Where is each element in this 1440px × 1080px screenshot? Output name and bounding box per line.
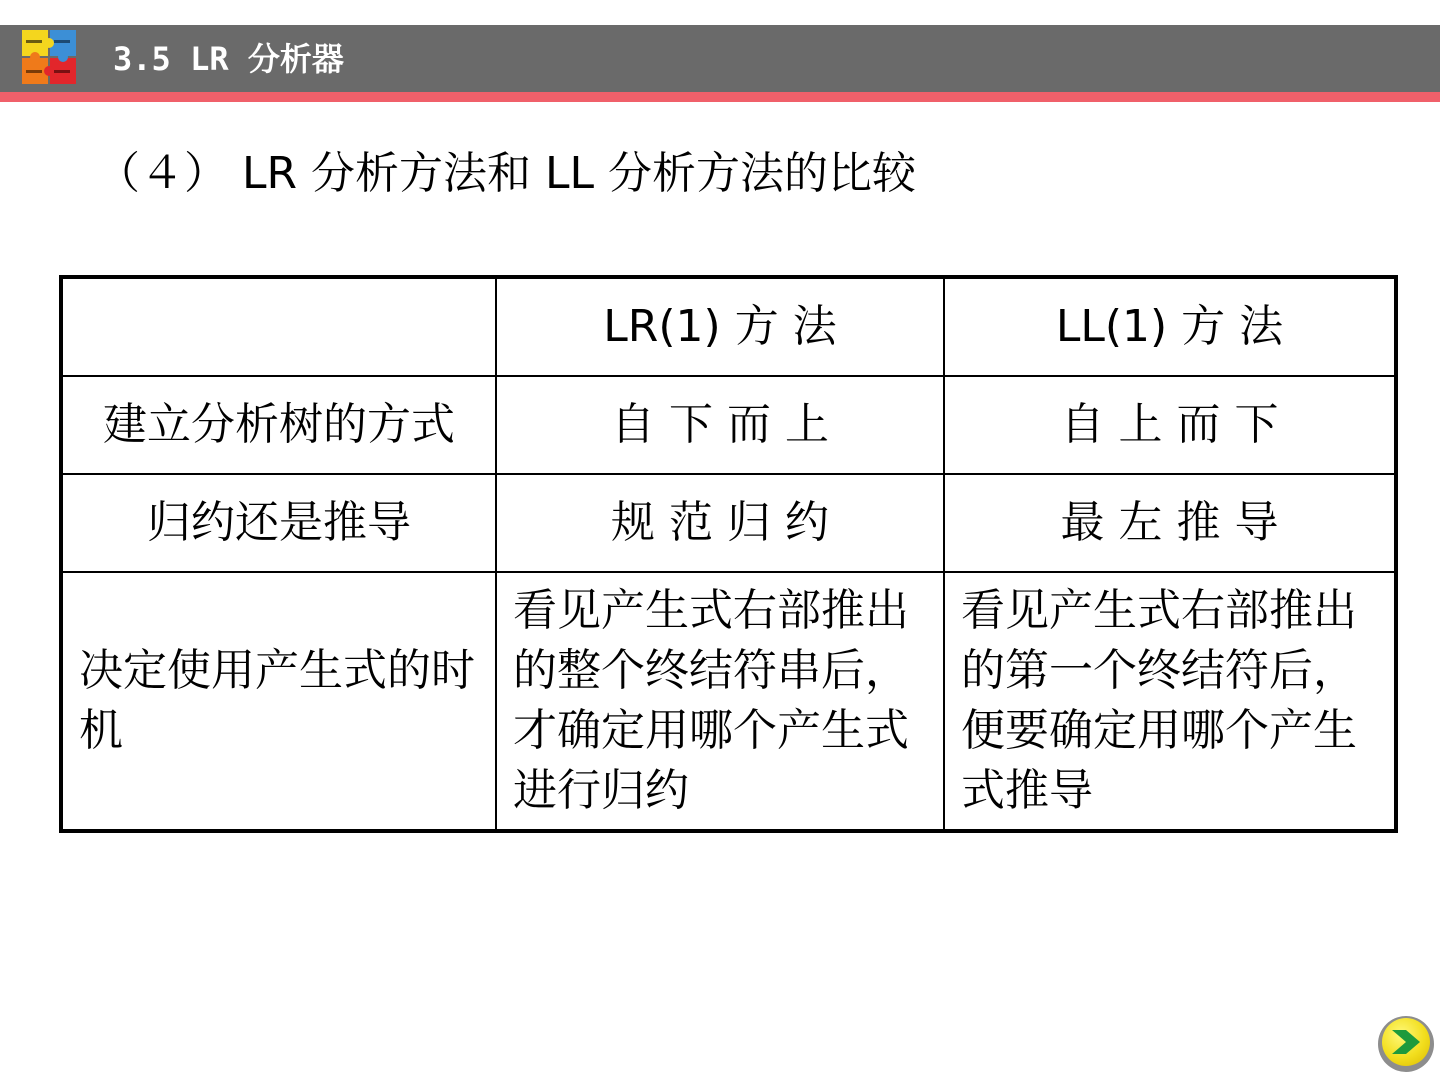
section-heading: （４） LR 分析方法和 LL 分析方法的比较	[96, 148, 917, 199]
table-header-row	[61, 277, 1396, 376]
table-cell: 规 范 归 约	[496, 474, 944, 572]
table-cell: 看见产生式右部推出的整个终结符串后，才确定用哪个产生式进行归约	[496, 572, 944, 831]
table-cell: 自 下 而 上	[496, 376, 944, 474]
puzzle-logo-icon	[20, 28, 78, 86]
arrow-right-icon	[1390, 1028, 1422, 1056]
column-header-lr1: LR(1) 方 法	[496, 277, 944, 376]
column-header-ll1: LL(1) 方 法	[944, 277, 1396, 376]
table-cell: 最 左 推 导	[944, 474, 1396, 572]
table-cell: 自 上 而 下	[944, 376, 1396, 474]
comparison-table	[59, 275, 1398, 833]
header-title: 3.5 LR 分析器	[113, 40, 344, 78]
table-corner-cell	[61, 277, 496, 376]
next-slide-button[interactable]	[1378, 1016, 1434, 1072]
table-row	[61, 376, 1396, 474]
table-row	[61, 572, 1396, 831]
header-accent-stripe	[0, 92, 1440, 102]
table-row	[61, 474, 1396, 572]
table-cell: 看见产生式右部推出的第一个终结符后，便要确定用哪个产生式推导	[944, 572, 1396, 831]
row-label-tree-building: 建立分析树的方式	[61, 376, 496, 474]
row-label-reduce-or-derive: 归约还是推导	[61, 474, 496, 572]
row-label-production-timing: 决定使用产生式的时机	[61, 572, 496, 831]
